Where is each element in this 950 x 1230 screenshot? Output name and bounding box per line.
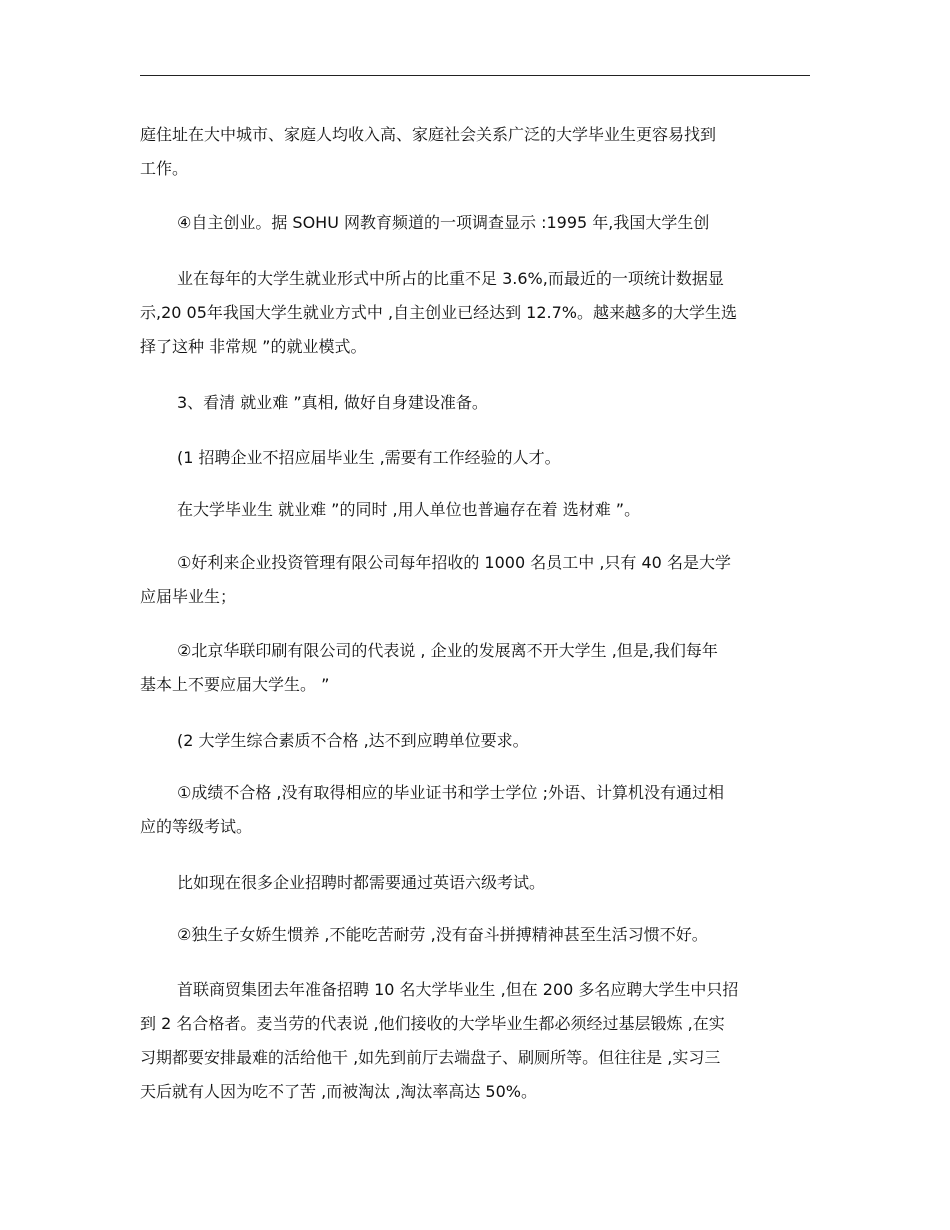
text-line: 首联商贸集团去年准备招聘 10 名大学毕业生 ,但在 200 多名应聘大学生中只招: [177, 980, 739, 999]
paragraph-3: [140, 262, 812, 364]
text-line: 习期都要安排最难的活给他干 ,如先到前厅去端盘子、刷厕所等。但往往是 ,实习三: [140, 1048, 721, 1067]
text-line: ①成绩不合格 ,没有取得相应的毕业证书和学士学位 ;外语、计算机没有通过相: [177, 783, 724, 802]
text-line: 天后就有人因为吃不了苦 ,而被淘汰 ,淘汰率高达 50%。: [140, 1082, 537, 1101]
text-line: ②北京华联印刷有限公司的代表说 , 企业的发展离不开大学生 ,但是,我们每年: [177, 641, 718, 660]
text-line: 在大学毕业生 就业难 ”的同时 ,用人单位也普遍存在着 选材难 ”。: [177, 500, 641, 519]
text-line: ①好利来企业投资管理有限公司每年招收的 1000 名员工中 ,只有 40 名是大学: [177, 553, 731, 572]
paragraph-11: [140, 866, 812, 900]
text-line: 比如现在很多企业招聘时都需要通过英语六级考试。: [177, 873, 546, 892]
text-line: (1 招聘企业不招应届毕业生 ,需要有工作经验的人才。: [177, 448, 561, 467]
text-line: 示,20 05年我国大学生就业方式中 ,自主创业已经达到 12.7%。越来越多的大学生选: [140, 303, 737, 322]
paragraph-4: [140, 386, 812, 420]
text-line: 庭住址在大中城市、家庭人均收入高、家庭社会关系广泛的大学毕业生更容易找到: [140, 125, 717, 144]
paragraph-13: [140, 973, 812, 1109]
paragraph-9: [140, 724, 812, 758]
paragraph-7: [140, 546, 812, 614]
paragraph-2: [140, 206, 812, 240]
paragraph-12: [140, 918, 812, 952]
header-rule: [140, 75, 810, 76]
paragraph-1: [140, 118, 812, 186]
paragraph-8: [140, 634, 812, 702]
text-line: 到 2 名合格者。麦当劳的代表说 ,他们接收的大学毕业生都必须经过基层锻炼 ,在实: [140, 1014, 725, 1033]
text-line: 业在每年的大学生就业形式中所占的比重不足 3.6%,而最近的一项统计数据显: [177, 269, 724, 288]
text-line: 工作。: [140, 159, 189, 178]
text-line: 应的等级考试。: [140, 817, 253, 836]
text-line: 3、看清 就业难 ”真相, 做好自身建设准备。: [177, 393, 488, 412]
text-line: 基本上不要应届大学生。 ”: [140, 675, 330, 694]
text-line: 择了这种 非常规 ”的就业模式。: [140, 337, 367, 356]
paragraph-10: [140, 776, 812, 844]
paragraph-6: [140, 493, 812, 527]
text-line: 应届毕业生；: [140, 587, 237, 606]
text-line: ②独生子女娇生惯养 ,不能吃苦耐劳 ,没有奋斗拼搏精神甚至生活习惯不好。: [177, 925, 708, 944]
text-line: ④自主创业。据 SOHU 网教育频道的一项调查显示 :1995 年,我国大学生创: [177, 213, 710, 232]
text-line: (2 大学生综合素质不合格 ,达不到应聘单位要求。: [177, 731, 529, 750]
paragraph-5: [140, 441, 812, 475]
